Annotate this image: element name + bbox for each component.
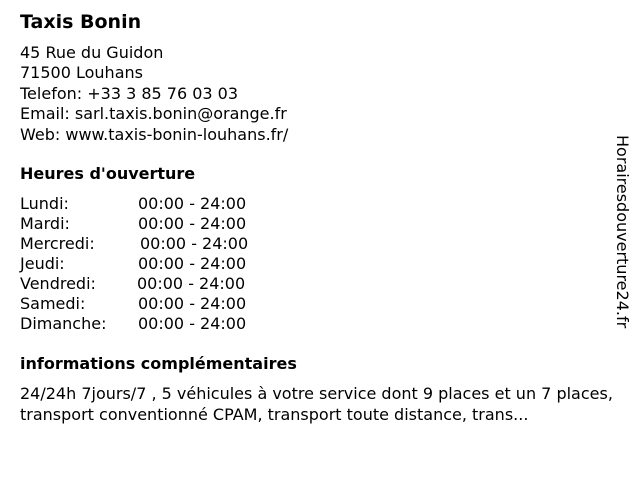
time-range: 00:00 - 24:00: [140, 234, 249, 253]
website-link[interactable]: Web: www.taxis-bonin-louhans.fr/: [20, 124, 289, 144]
time-range: 00:00 - 24:00: [138, 194, 247, 213]
opening-hours-table: [20, 194, 280, 334]
hours-row-monday: [20, 194, 280, 214]
contact-block: [20, 43, 288, 145]
time-range: 00:00 - 24:00: [137, 274, 246, 293]
hours-row-saturday: [20, 294, 280, 314]
hours-row-sunday: [20, 314, 280, 334]
hours-row-friday: [20, 274, 280, 294]
hours-row-thursday: [20, 254, 280, 274]
day-label: Vendredi:: [20, 274, 96, 293]
hours-row-wednesday: [20, 234, 280, 254]
day-label: Samedi:: [20, 294, 86, 313]
additional-info-heading: informations complémentaires: [20, 354, 297, 373]
opening-hours-heading: Heures d'ouverture: [20, 164, 196, 183]
address-city: 71500 Louhans: [20, 63, 143, 83]
time-range: 00:00 - 24:00: [138, 314, 247, 333]
day-label: Dimanche:: [20, 314, 107, 333]
business-name: Taxis Bonin: [20, 11, 142, 33]
email-address: Email: sarl.taxis.bonin@orange.fr: [20, 104, 287, 124]
day-label: Mercredi:: [20, 234, 95, 253]
day-label: Mardi:: [20, 214, 70, 233]
day-label: Jeudi:: [20, 254, 65, 273]
day-label: Lundi:: [20, 194, 69, 213]
time-range: 00:00 - 24:00: [138, 254, 247, 273]
additional-info-text: 24/24h 7jours/7 , 5 véhicules à votre service dont 9 places et un 7 places, transport conventionné CPAM, transport toute distance, trans...: [20, 384, 613, 424]
time-range: 00:00 - 24:00: [138, 294, 247, 313]
address-street: 45 Rue du Guidon: [20, 43, 164, 62]
time-range: 00:00 - 24:00: [138, 214, 247, 233]
phone-number: Telefon: +33 3 85 76 03 03: [20, 83, 239, 103]
site-watermark: Horairesdouverture24.fr: [613, 135, 632, 329]
hours-row-tuesday: [20, 214, 280, 234]
